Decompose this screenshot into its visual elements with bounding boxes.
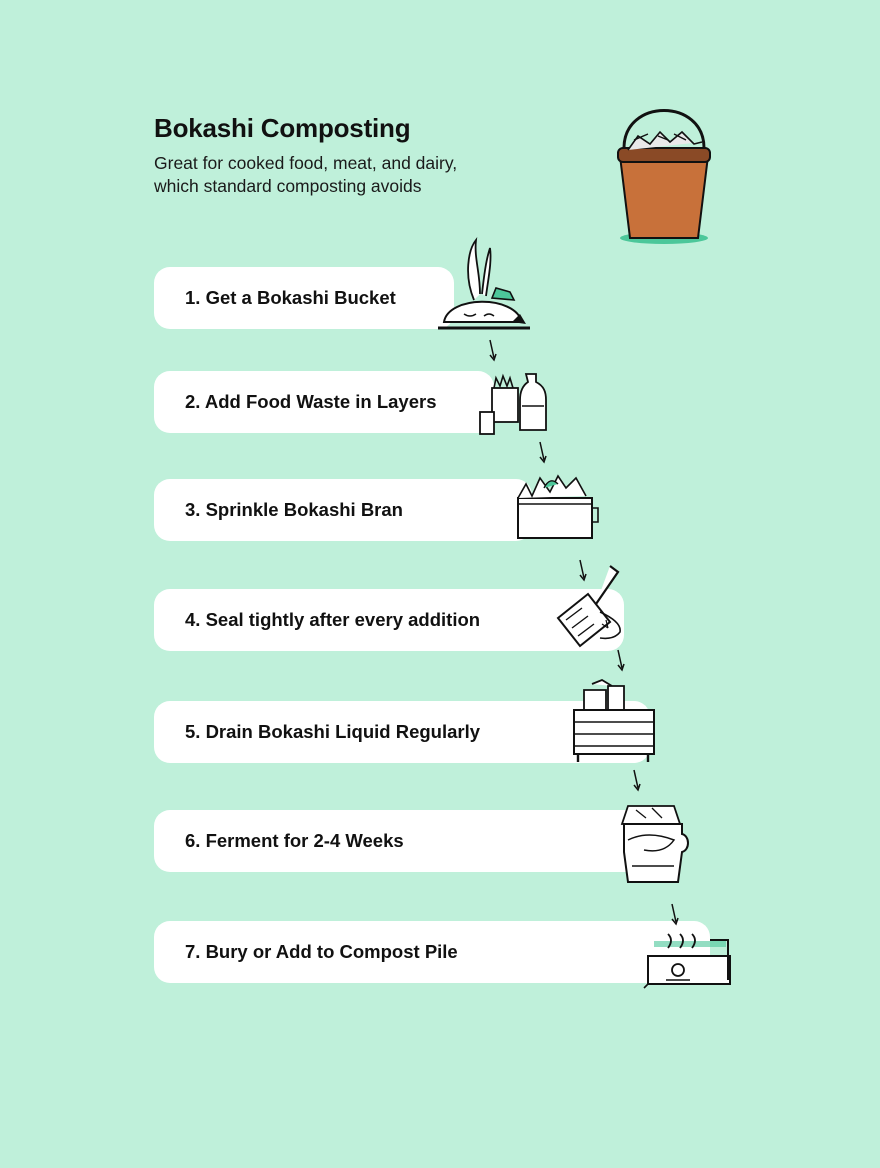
bran-bin-icon: [510, 468, 600, 542]
step-label: 7. Bury or Add to Compost Pile: [185, 941, 458, 962]
step-card-2: [154, 371, 494, 433]
bokashi-bucket-illustration: [608, 100, 720, 250]
step-card-7: [154, 921, 710, 983]
flow-arrow: [626, 766, 646, 796]
flow-arrow: [664, 900, 684, 930]
flow-arrow: [482, 336, 502, 366]
page-title: Bokashi Composting: [154, 113, 411, 143]
page-subtitle: [154, 152, 574, 198]
step-label: 6. Ferment for 2-4 Weeks: [185, 830, 404, 851]
step-label: 5. Drain Bokashi Liquid Regularly: [185, 721, 481, 742]
flow-arrow: [572, 556, 592, 586]
step-label: 3. Sprinkle Bokashi Bran: [185, 499, 403, 520]
step-label: 1. Get a Bokashi Bucket: [185, 287, 396, 308]
subtitle-line-1: Great for cooked food, meat, and dairy,: [154, 153, 458, 173]
bucket-with-sprout-icon: [434, 236, 534, 336]
step-card-1: [154, 267, 454, 329]
food-waste-icon: [478, 362, 558, 438]
sealing-scoop-icon: [552, 562, 632, 652]
fermenting-bucket-icon: [612, 800, 692, 884]
step-card-6: [154, 810, 660, 872]
flow-arrow: [610, 646, 630, 676]
flow-arrow: [532, 438, 552, 468]
drain-crate-icon: [570, 676, 660, 766]
subtitle-line-2: which standard composting avoids: [154, 176, 422, 196]
step-label: 4. Seal tightly after every addition: [185, 609, 481, 630]
step-card-3: [154, 479, 532, 541]
step-label: 2. Add Food Waste in Layers: [185, 391, 437, 412]
compost-pile-icon: [646, 926, 732, 996]
